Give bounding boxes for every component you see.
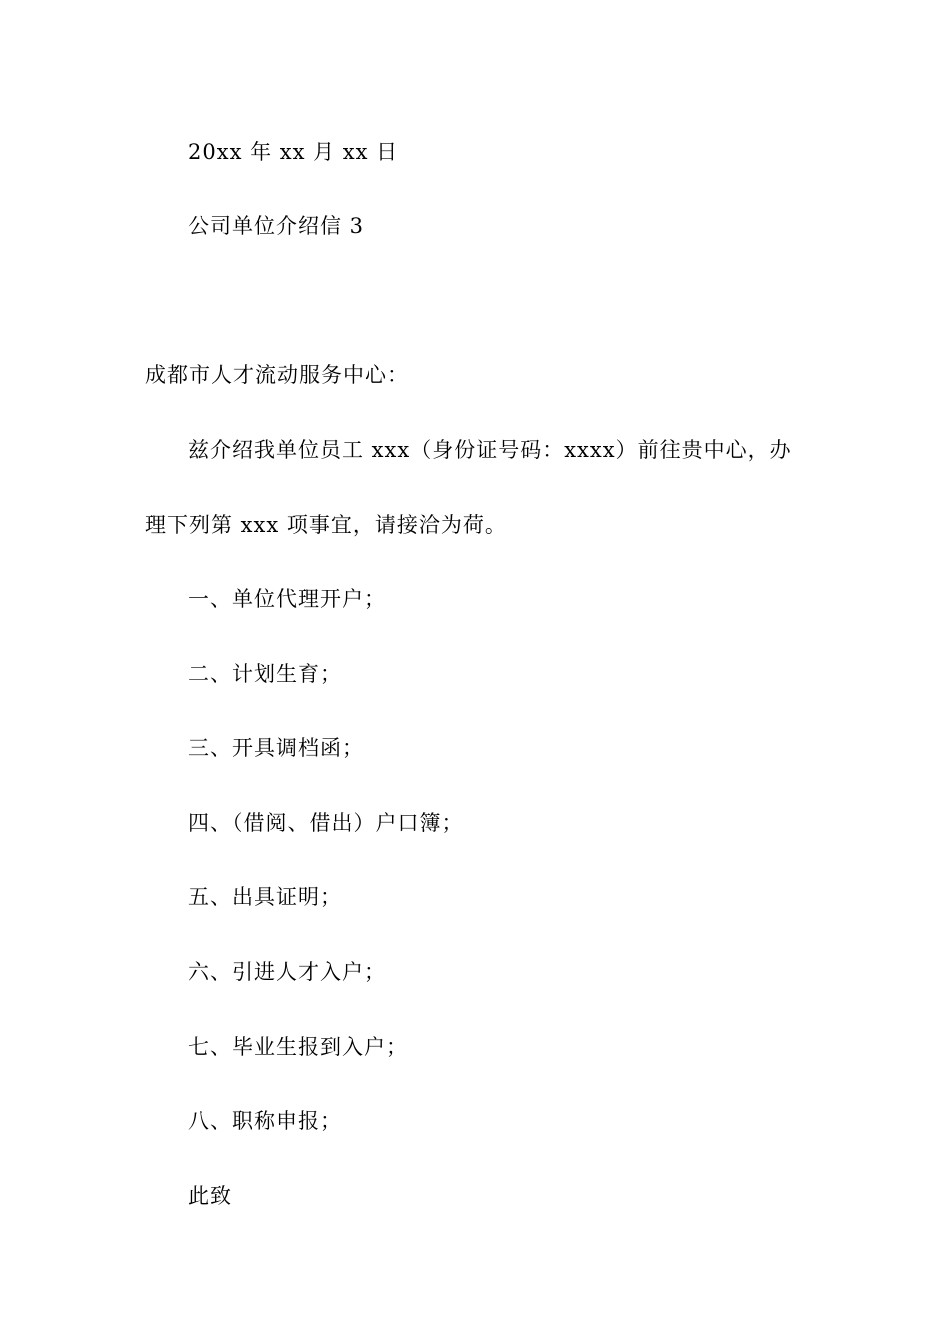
closing-line: 此致 — [188, 1184, 232, 1208]
list-item: 六、引进人才入户； — [188, 960, 386, 984]
list-item: 三、开具调档函； — [188, 736, 364, 760]
list-item: 四、（借阅、借出）户口簿； — [188, 811, 464, 835]
list-item: 七、毕业生报到入户； — [188, 1035, 408, 1059]
list-item: 八、职称申报； — [188, 1109, 342, 1133]
body-paragraph-line-1: 兹介绍我单位员工 xxx（身份证号码：xxxx）前往贵中心，办 — [188, 438, 792, 462]
date-line: 20xx 年 xx 月 xx 日 — [188, 140, 399, 164]
list-item: 一、单位代理开户； — [188, 587, 386, 611]
salutation: 成都市人才流动服务中心： — [145, 363, 409, 387]
letter-title: 公司单位介绍信 3 — [188, 214, 365, 238]
body-paragraph-line-2: 理下列第 xxx 项事宜，请接洽为荷。 — [145, 513, 507, 537]
list-item: 五、出具证明； — [188, 885, 342, 909]
list-item: 二、计划生育； — [188, 662, 342, 686]
